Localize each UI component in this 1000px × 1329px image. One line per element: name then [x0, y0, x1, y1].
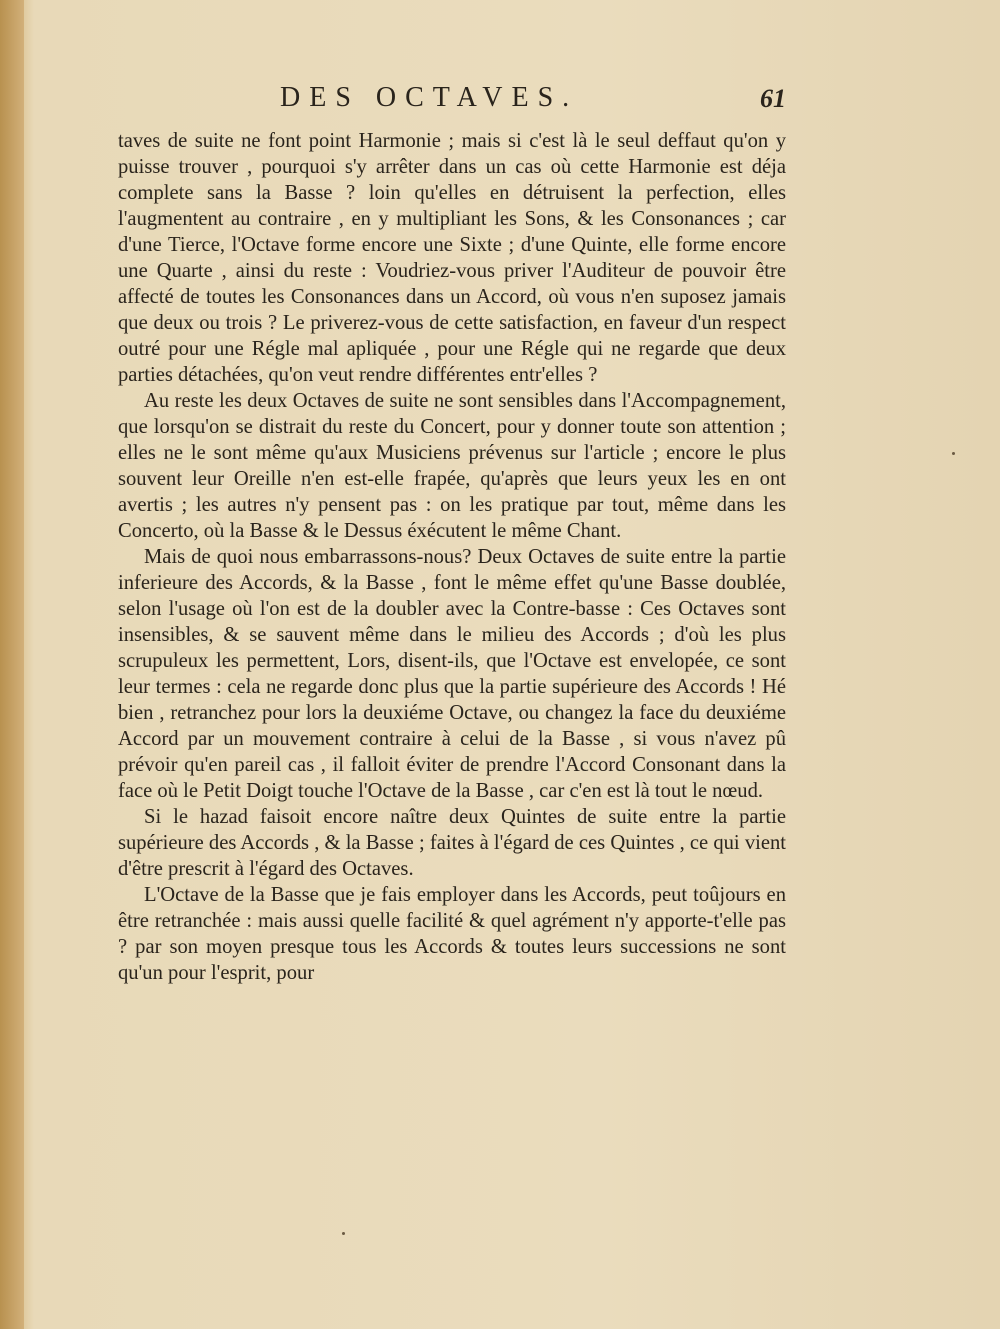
ink-speck — [342, 1232, 345, 1235]
running-title: DES OCTAVES. — [280, 82, 579, 113]
paragraph: Si le hazad faisoit encore naître deux Quintes de suite entre la partie supérieure des Accords , & la Basse ; faites à l'égard de ces Quintes , ce qui vient d'être prescrit à l'égard des Octaves. — [118, 806, 786, 880]
ink-speck — [952, 452, 955, 455]
paragraph: L'Octave de la Basse que je fais employer dans les Accords, peut toûjours en être retranchée : mais aussi quelle facilité & quel agrément n'y apporte-t'elle pas ? par son moyen presque tous les Accords & toutes leurs successions ne sont qu'un pour l'esprit, pour — [118, 884, 786, 984]
paragraph: taves de suite ne font point Harmonie ; mais si c'est là le seul deffaut qu'on y puisse trouver , pourquoi s'y arrêter dans un cas où cette Harmonie est déja complete sans la Basse ? loin qu'elles en détruisent la perfection, elles l'augmentent au contraire , en y multipliant les Sons, & les Consonances ; car d'une Tierce, l'Octave forme encore une Sixte ; d'une Quinte, elle forme encore une Quarte , ainsi du reste : Voudriez-vous priver l'Auditeur de pouvoir être affecté de toutes les Consonances dans un Accord, où vous n'en suposez jamais que deux ou trois ? Le priverez-vous de cette satisfaction, en faveur d'un respect outré pour une Régle mal apliquée , pour une Régle qui ne regarde que deux parties détachées, qu'on veut rendre différentes entr'elles ? — [118, 130, 786, 386]
page-gutter — [0, 0, 24, 1329]
body-text — [118, 128, 786, 986]
paragraph: Au reste les deux Octaves de suite ne sont sensibles dans l'Accompagnement, que lorsqu'on se distrait du reste du Concert, pour y donner toute son attention ; elles ne le sont même qu'aux Musiciens prévenus sur l'article ; encore le plus souvent leur Oreille n'en est-elle frapée, qu'après que leurs yeux les en ont avertis ; les autres n'y pensent pas : on les pratique par tout, même dans les Concerto, où la Basse & le Dessus éxécutent le même Chant. — [118, 390, 786, 542]
page-number: 61 — [760, 84, 786, 113]
running-header — [280, 82, 800, 122]
paragraph: Mais de quoi nous embarrassons-nous? Deux Octaves de suite entre la partie inferieure des Accords, & la Basse , font le même effet qu'une Basse doublée, selon l'usage où l'on est de la doubler avec la Contre-basse : Ces Octaves sont insensibles, & se sauvent même dans le milieu des Accords ; d'où les plus scrupuleux les permettent, Lors, disent-ils, que l'Octave est envelopée, ce sont leur termes : cela ne regarde donc plus que la partie supérieure des Accords ! Hé bien , retranchez pour lors la deuxiéme Octave, ou changez la face du deuxiéme Accord par un mouvement contraire à celui de la Basse , si vous n'avez pû prévoir qu'en pareil cas , il falloit éviter de prendre l'Accord Consonant dans la face où le Petit Doigt touche l'Octave de la Basse , car c'en est là tout le nœud. — [118, 546, 786, 802]
